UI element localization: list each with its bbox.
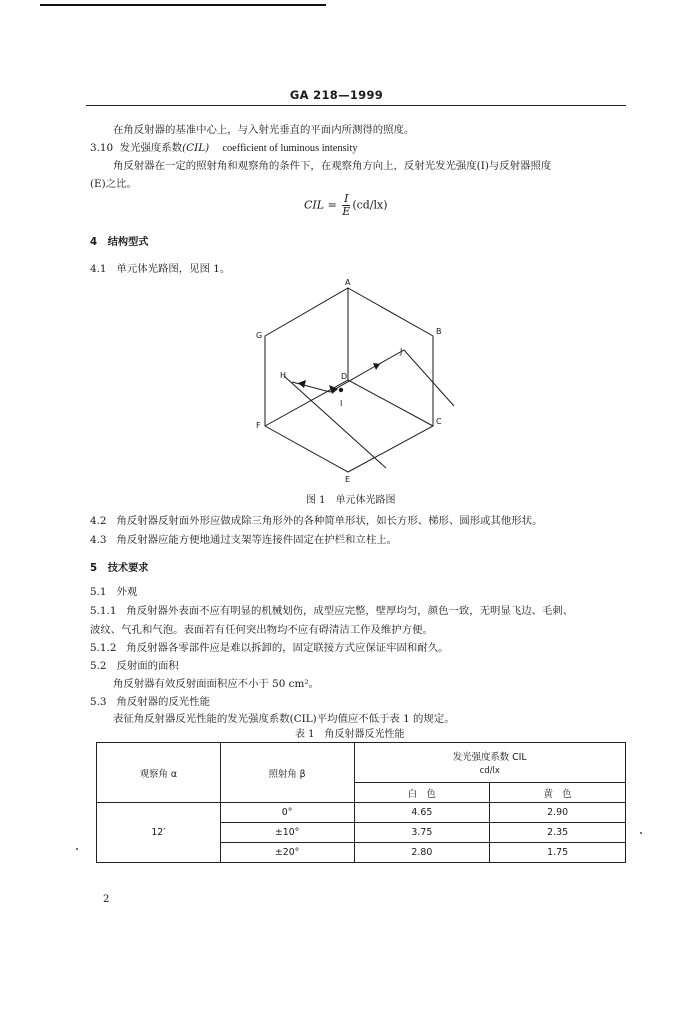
formula-denominator: E xyxy=(342,205,351,218)
illumination-value: 0° xyxy=(220,803,354,823)
scan-speck xyxy=(640,832,642,834)
clause-number: 5.3 xyxy=(90,696,107,708)
header-cil-unit: cd/lx xyxy=(479,766,500,776)
reflective-performance-table xyxy=(96,742,626,863)
clause-number: 5.1.1 xyxy=(90,605,117,617)
clause-5-3 xyxy=(90,695,210,709)
label-f: F xyxy=(256,421,261,430)
top-edge-rule xyxy=(40,4,326,6)
table-row xyxy=(97,803,626,823)
unit-cube-light-path-diagram xyxy=(240,276,470,486)
section-title: 技术要求 xyxy=(107,563,149,574)
section-number: 4 xyxy=(90,237,98,248)
clause-text: 角反射器外表面不应有明显的机械划伤，成型应完整，壁厚均匀，颜色一致，无明显飞边、毛刺、 xyxy=(126,605,574,617)
label-c: C xyxy=(436,417,442,426)
clause-title: 反射面的面积 xyxy=(116,660,179,672)
clause-5-1-1 xyxy=(90,604,573,618)
clause-number: 5.1.2 xyxy=(90,642,117,654)
white-value: 3.75 xyxy=(354,823,490,843)
clause-4-3 xyxy=(90,533,397,547)
clause-text: 单元体光路图，见图 1。 xyxy=(116,263,231,275)
edge-c-d xyxy=(348,380,433,426)
incidence-point xyxy=(339,388,343,392)
section-5-heading xyxy=(90,562,148,576)
document-header: GA 218—1999 xyxy=(289,88,384,102)
edge-f-d xyxy=(265,380,348,426)
table-header-row xyxy=(97,743,626,783)
header-observation-angle: 观察角 α xyxy=(97,743,221,803)
table-caption: 表 1 角反射器反光性能 xyxy=(295,729,405,740)
clause-4-2 xyxy=(90,514,542,528)
header-rule xyxy=(86,105,626,106)
yellow-value: 1.75 xyxy=(490,843,626,863)
header-cil xyxy=(354,743,626,783)
label-d: D xyxy=(341,372,348,381)
illumination-value: ±10° xyxy=(220,823,354,843)
label-j: J xyxy=(400,347,403,356)
formula-unit: (cd/lx) xyxy=(352,198,388,212)
clause-abbr: (CIL) xyxy=(182,142,210,154)
label-i: I xyxy=(340,399,343,408)
clause-text: 角反射器反射面外形应做成除三角形外的各种简单形状，如长方形、梯形、圆形或其他形状。 xyxy=(116,515,543,527)
page-number: 2 xyxy=(103,894,110,905)
clause-number: 3.10 xyxy=(90,142,114,154)
section-title: 结构型式 xyxy=(107,237,149,248)
label-e: E xyxy=(345,475,351,484)
clause-5-1-2 xyxy=(90,641,448,655)
clause-number: 5.1 xyxy=(90,586,107,598)
yellow-value: 2.90 xyxy=(490,803,626,823)
white-value: 2.80 xyxy=(354,843,490,863)
label-b: B xyxy=(436,327,442,336)
white-value: 4.65 xyxy=(354,803,490,823)
clause-title: 外观 xyxy=(116,586,138,598)
clause-number: 5.2 xyxy=(90,660,107,672)
label-a: A xyxy=(345,278,351,287)
label-g: G xyxy=(256,331,263,340)
cil-formula xyxy=(304,193,388,218)
clause-title-zh: 发光强度系数 xyxy=(119,142,183,154)
formula-lhs: CIL = xyxy=(304,198,337,212)
clause-number: 4.3 xyxy=(90,534,107,546)
illumination-value: ±20° xyxy=(220,843,354,863)
observation-value: 12′ xyxy=(97,803,221,863)
formula-numerator: I xyxy=(344,192,349,205)
clause-text: 角反射器应能方便地通过支架等连接件固定在护栏和立柱上。 xyxy=(116,534,397,546)
clause-text: 角反射器各零部件应是难以拆卸的，固定联接方式应保证牢固和耐久。 xyxy=(126,642,449,654)
area-requirement-text: 角反射器有效反射面面积应不小于 50 cm²。 xyxy=(113,678,319,690)
clause-title-en: coefficient of luminous intensity xyxy=(222,143,358,154)
yellow-value: 2.35 xyxy=(490,823,626,843)
clause-5-2 xyxy=(90,659,179,673)
label-h: H xyxy=(280,371,287,380)
header-yellow: 黄 色 xyxy=(490,783,626,803)
exit-arrow-head xyxy=(298,380,306,388)
figure-caption: 图 1 单元体光路图 xyxy=(306,495,396,506)
performance-requirement-text: 表征角反射器反光性能的发光强度系数(CIL)平均值应不低于表 1 的规定。 xyxy=(113,713,455,725)
clause-5-1-1-continued: 波纹、气孔和气泡。表面若有任何突出物均不应有碍清洁工作及维护方便。 xyxy=(90,624,433,636)
definition-line-1: 角反射器在一定的照射角和观察角的条件下，在观察角方向上，反射光发光强度(I)与反射器照度 xyxy=(113,160,552,172)
definition-line-2: (E)之比。 xyxy=(90,178,137,190)
header-white: 白 色 xyxy=(354,783,490,803)
formula-fraction xyxy=(342,193,350,218)
header-illumination-angle: 照射角 β xyxy=(220,743,354,803)
clause-3-10 xyxy=(90,141,358,156)
header-cil-title: 发光强度系数 CIL xyxy=(452,752,527,763)
section-number: 5 xyxy=(90,563,98,574)
previous-definition-text: 在角反射器的基准中心上，与入射光垂直的平面内所测得的照度。 xyxy=(113,124,415,136)
clause-number: 4.1 xyxy=(90,263,107,275)
scan-speck xyxy=(76,848,78,850)
clause-title: 角反射器的反光性能 xyxy=(116,696,210,708)
clause-5-1 xyxy=(90,585,137,599)
section-4-heading xyxy=(90,236,148,250)
clause-4-1 xyxy=(90,262,230,276)
clause-number: 4.2 xyxy=(90,515,107,527)
